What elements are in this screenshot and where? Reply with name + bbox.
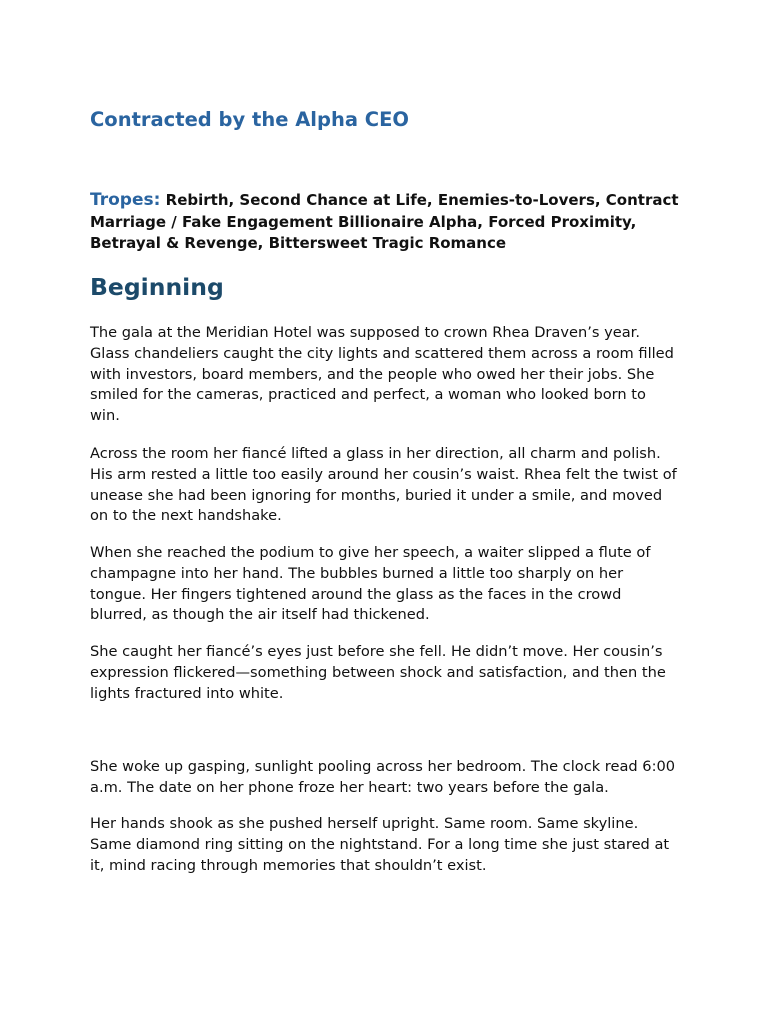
tropes-label: Tropes: <box>90 190 161 210</box>
document-title: Contracted by the Alpha CEO <box>90 108 409 131</box>
paragraph: She caught her fiancé’s eyes just before she fell. He didn’t move. Her cousin’s expression flickered—something between shock and satisfaction, and then the lights fractured into white. <box>90 643 666 702</box>
paragraph: Her hands shook as she pushed herself upright. Same room. Same skyline. Same diamond ring sitting on the nightstand. For a long time she just stared at it, mind racing through memories that shouldn’t exist. <box>90 815 670 874</box>
tropes-list: Rebirth, Second Chance at Life, Enemies-to-Lovers, Contract Marriage / Fake Engagement Billionaire Alpha, Forced Proximity, Betrayal & Revenge, Bittersweet Tragic Romance <box>90 191 679 252</box>
tropes-line <box>90 190 680 255</box>
paragraph: When she reached the podium to give her speech, a waiter slipped a flute of champagne into her hand. The bubbles burned a little too sharply on her tongue. Her fingers tightened around the glass as the faces in the crowd blurred, as though the air itself had thickened. <box>90 544 651 624</box>
paragraph: The gala at the Meridian Hotel was supposed to crown Rhea Draven’s year. Glass chandeliers caught the city lights and scattered them across a room filled with investors, board members, and the people who owed her their jobs. She smiled for the cameras, practiced and perfect, a woman who looked born to win. <box>90 324 674 425</box>
paragraph: She woke up gasping, sunlight pooling across her bedroom. The clock read 6:00 a.m. The date on her phone froze her heart: two years before the gala. <box>90 758 676 796</box>
section-heading: Beginning <box>90 273 224 301</box>
paragraph: Across the room her fiancé lifted a glass in her direction, all charm and polish. His arm rested a little too easily around her cousin’s waist. Rhea felt the twist of unease she had been ignoring for months, buried it under a smile, and moved on to the next handshake. <box>90 445 677 525</box>
